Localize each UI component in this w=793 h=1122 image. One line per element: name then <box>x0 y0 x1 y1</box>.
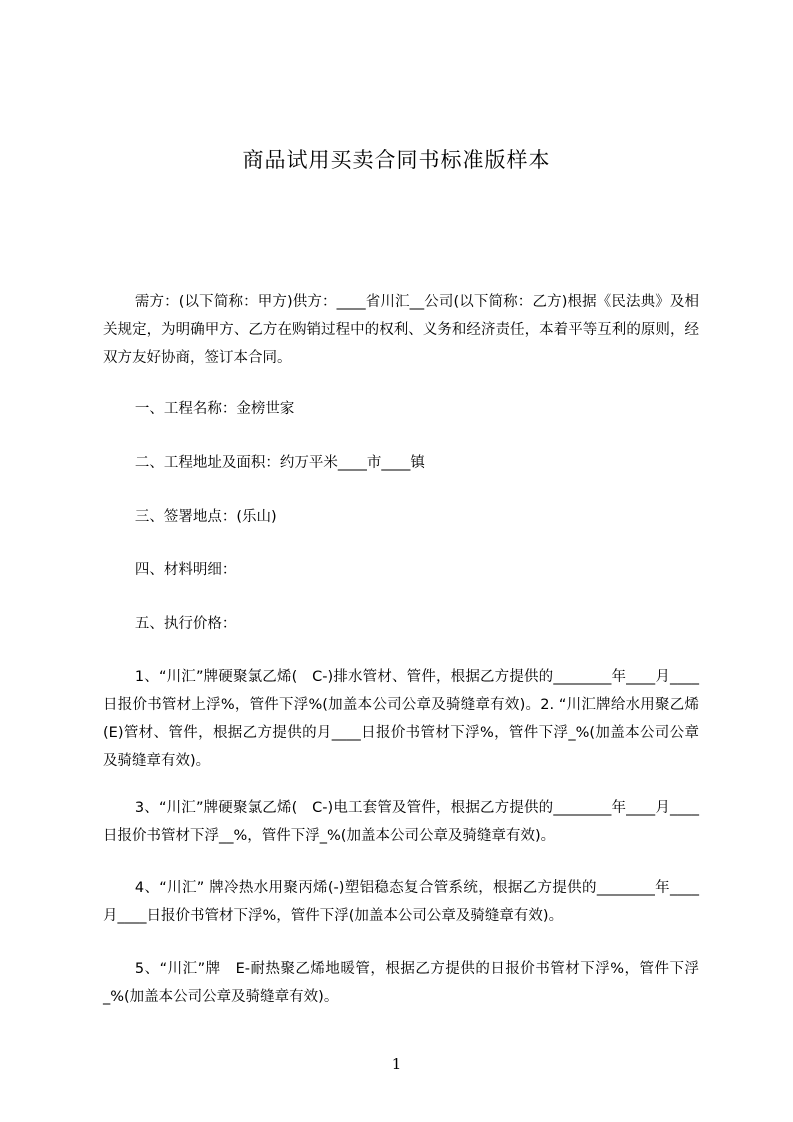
price-item-4-text: 4、“川汇” 牌冷热水用聚丙烯(-)塑铝稳态复合管系统，根据乙方提供的________年____月____日报价书管材下浮%，管件下浮(加盖本公司公章及骑缝章有效)。 <box>103 880 699 924</box>
section-project-name: 一、工程名称：金榜世家 <box>134 401 295 417</box>
section-price: 五、执行价格： <box>134 616 237 632</box>
section-signing-place: 三、签署地点：(乐山) <box>134 509 277 525</box>
price-item-3 <box>103 794 699 850</box>
price-item-3-text: 3、“川汇”牌硬聚氯乙烯( C-)电工套管及管件，根据乙方提供的________年____月____日报价书管材下浮__%，管件下浮_%(加盖本公司公章及骑缝章有效)。 <box>103 800 699 844</box>
price-item-4 <box>103 874 699 930</box>
price-item-5 <box>103 955 699 1011</box>
price-item-5-text: 5、“川汇”牌 E-耐热聚乙烯地暖管，根据乙方提供的日报价书管材下浮%，管件下浮_%(加盖本公司公章及骑缝章有效)。 <box>103 961 699 1005</box>
document-title: 商品试用买卖合同书标准版样本 <box>242 148 551 172</box>
page-number: 1 <box>391 1055 402 1073</box>
intro-paragraph <box>103 288 699 372</box>
intro-text: 需方：(以下简称：甲方)供方：____省川汇__公司(以下简称：乙方)根据《民法典》及相关规定，为明确甲方、乙方在购销过程中的权利、义务和经济责任，本着平等互利的原则，经双方友好协商，签订本合同。 <box>103 294 699 366</box>
section-project-address: 二、工程地址及面积：约万平米____市____镇 <box>134 455 425 471</box>
section-material-details: 四、材料明细： <box>134 562 237 578</box>
price-item-1 <box>103 663 699 775</box>
price-item-1-text: 1、“川汇”牌硬聚氯乙烯( C-)排水管材、管件，根据乙方提供的________年____月____日报价书管材上浮%，管件下浮%(加盖本公司公章及骑缝章有效)。2. “川汇牌给水用聚乙烯(E)管材、管件，根据乙方提供的月____日报价书管材下浮%，管件下浮_%(加盖本公司公章及骑缝章有效)。 <box>103 669 699 769</box>
